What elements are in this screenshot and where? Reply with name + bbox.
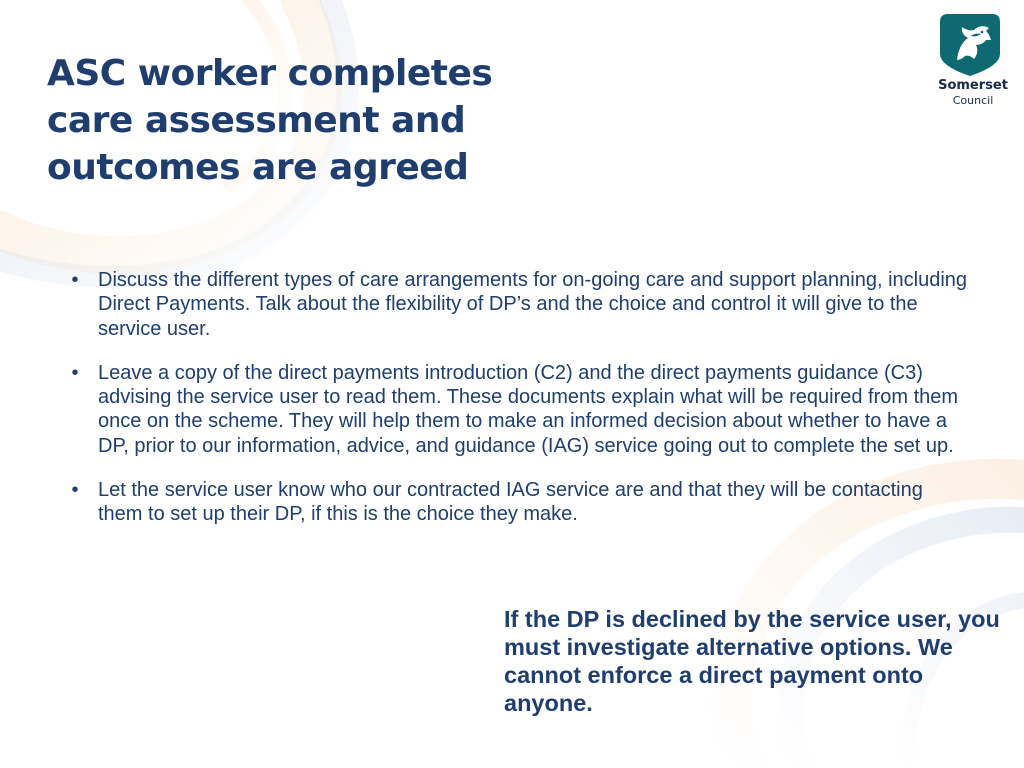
bullet-text: Discuss the different types of care arrangements for on-going care and support planning, including Direct Payments. Talk about the flexibility of DP’s and the choice and control it will give to the service user. — [98, 269, 968, 340]
bullet-marker: • — [71, 479, 79, 502]
logo-subtitle: Council — [952, 94, 994, 107]
bullet-text: Let the service user know who our contracted IAG service are and that they will be contacting them to set up their DP, if this is the choice they make. — [98, 479, 923, 526]
slide-title-line: care assessment and — [47, 100, 466, 141]
dragon-icon — [940, 14, 1000, 76]
bullet-marker: • — [71, 269, 79, 291]
bullet-item — [68, 361, 968, 458]
declined-dp-note: If the DP is declined by the service user, you must investigate alternative options. We cannot enforce a direct payment onto anyone. — [504, 606, 1000, 716]
slide-title-line: ASC worker completes — [47, 53, 493, 94]
bullet-list — [68, 268, 968, 547]
logo-name: Somerset — [938, 78, 1008, 93]
bullet-text: Leave a copy of the direct payments introduction (C2) and the direct payments guidance (C3) advising the service user to read them. These documents explain what will be required from them once on the scheme. They will help them to make an informed decision about whether to have a DP, prior to our information, advice, and guidance (IAG) service going out to complete the set up. — [98, 361, 959, 457]
slide-title-line: outcomes are agreed — [47, 147, 469, 188]
bullet-item — [68, 268, 968, 341]
bullet-marker: • — [71, 361, 79, 384]
bullet-item — [68, 478, 968, 527]
somerset-council-logo — [928, 14, 1018, 110]
slide-title — [47, 50, 493, 191]
